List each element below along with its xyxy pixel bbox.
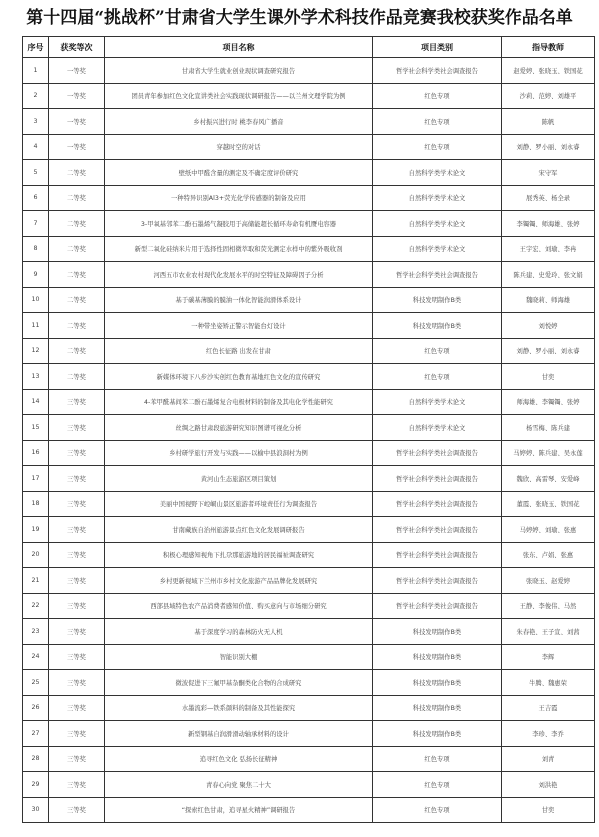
cell-index: 6: [23, 185, 49, 211]
table-row: [23, 109, 595, 135]
cell-index: 3: [23, 109, 49, 135]
cell-project-category: 自然科学类学术论文: [373, 160, 502, 186]
table-row: [23, 287, 595, 313]
cell-advisor: 沙莉、范婷、刘雄平: [502, 83, 595, 109]
table-row: [23, 415, 595, 441]
cell-advisor: 张晓玉、赵爱婷: [502, 568, 595, 594]
cell-award-level: 三等奖: [49, 440, 105, 466]
cell-award-level: 一等奖: [49, 134, 105, 160]
cell-advisor: 陈帆: [502, 109, 595, 135]
table-row: [23, 644, 595, 670]
cell-project-category: 哲学社会科学类社会调查报告: [373, 517, 502, 543]
cell-project-name: 智能识别大棚: [105, 644, 373, 670]
cell-project-category: 哲学社会科学类社会调查报告: [373, 262, 502, 288]
cell-advisor: 张东、卢娟、张惠: [502, 542, 595, 568]
cell-advisor: 刘洪艳: [502, 772, 595, 798]
table-row: [23, 517, 595, 543]
cell-project-name: 河西五市农业农村现代化发展水平的时空特征及障碍因子分析: [105, 262, 373, 288]
cell-project-name: 基于深度学习的森林防火无人机: [105, 619, 373, 645]
cell-advisor: 赵爱婷、张晓玉、铁国花: [502, 58, 595, 84]
cell-project-name: 水墨流彩—铁系颜料的制备及其性能探究: [105, 695, 373, 721]
header-advisor: 指导教师: [502, 37, 595, 58]
cell-advisor: 王吉霞: [502, 695, 595, 721]
cell-index: 28: [23, 746, 49, 772]
cell-award-level: 三等奖: [49, 415, 105, 441]
table-row: [23, 440, 595, 466]
cell-index: 16: [23, 440, 49, 466]
cell-advisor: 展秀英、杨全录: [502, 185, 595, 211]
cell-project-name: 乡村研学旅行开发与实践——以榆中县浪洞村为例: [105, 440, 373, 466]
cell-project-name: 青春心向党 聚焦二十大: [105, 772, 373, 798]
cell-index: 12: [23, 338, 49, 364]
cell-advisor: 宋守军: [502, 160, 595, 186]
cell-project-name: 甘肃省大学生就业创业现状调查研究报告: [105, 58, 373, 84]
table-row: [23, 772, 595, 798]
cell-project-name: 壁纸中甲醛含量的测定及不确定度评价研究: [105, 160, 373, 186]
cell-award-level: 二等奖: [49, 313, 105, 339]
cell-index: 13: [23, 364, 49, 390]
table-row: [23, 619, 595, 645]
cell-advisor: 王宇宏、刘瑜、李冉: [502, 236, 595, 262]
cell-advisor: 王静、李俊伟、马然: [502, 593, 595, 619]
table-row: [23, 236, 595, 262]
table-row: [23, 568, 595, 594]
cell-advisor: 马婷婷、刘瑜、张惠: [502, 517, 595, 543]
table-header-row: [23, 37, 595, 58]
cell-award-level: 三等奖: [49, 619, 105, 645]
table-row: [23, 746, 595, 772]
cell-project-name: 新型钢基自润滑滑动轴承材料的设计: [105, 721, 373, 747]
cell-project-category: 红色专项: [373, 797, 502, 823]
cell-index: 8: [23, 236, 49, 262]
cell-project-category: 自然科学类学术论文: [373, 415, 502, 441]
cell-index: 9: [23, 262, 49, 288]
cell-project-name: 乡村振兴进行时 桃李春风广播音: [105, 109, 373, 135]
table-row: [23, 593, 595, 619]
cell-index: 17: [23, 466, 49, 492]
cell-advisor: 陈兵建、史爱玲、张文娟: [502, 262, 595, 288]
cell-advisor: 李辉: [502, 644, 595, 670]
cell-index: 7: [23, 211, 49, 237]
header-project-name: 项目名称: [105, 37, 373, 58]
cell-project-category: 哲学社会科学类社会调查报告: [373, 593, 502, 619]
cell-award-level: 三等奖: [49, 644, 105, 670]
cell-index: 21: [23, 568, 49, 594]
header-award-level: 获奖等次: [49, 37, 105, 58]
cell-index: 2: [23, 83, 49, 109]
cell-advisor: 杨雪梅、陈兵建: [502, 415, 595, 441]
cell-project-category: 科技发明制作B类: [373, 695, 502, 721]
cell-advisor: 刘青: [502, 746, 595, 772]
table-row: [23, 160, 595, 186]
cell-index: 10: [23, 287, 49, 313]
cell-advisor: 刘悦婷: [502, 313, 595, 339]
cell-index: 29: [23, 772, 49, 798]
cell-award-level: 一等奖: [49, 83, 105, 109]
cell-index: 11: [23, 313, 49, 339]
cell-project-category: 科技发明制作B类: [373, 644, 502, 670]
table-row: [23, 364, 595, 390]
cell-index: 27: [23, 721, 49, 747]
table-row: [23, 58, 595, 84]
cell-advisor: 刘静、罗小丽、刘永睿: [502, 338, 595, 364]
cell-project-name: 穿越时空的对话: [105, 134, 373, 160]
table-row: [23, 338, 595, 364]
cell-advisor: 李珍、李乔: [502, 721, 595, 747]
cell-award-level: 一等奖: [49, 109, 105, 135]
table-row: [23, 185, 595, 211]
cell-award-level: 三等奖: [49, 466, 105, 492]
cell-index: 23: [23, 619, 49, 645]
cell-award-level: 三等奖: [49, 670, 105, 696]
cell-index: 26: [23, 695, 49, 721]
cell-index: 5: [23, 160, 49, 186]
cell-award-level: 二等奖: [49, 364, 105, 390]
cell-index: 30: [23, 797, 49, 823]
table-row: [23, 389, 595, 415]
cell-award-level: 二等奖: [49, 287, 105, 313]
table-row: [23, 491, 595, 517]
cell-award-level: 三等奖: [49, 491, 105, 517]
table-body: [23, 58, 595, 823]
cell-index: 1: [23, 58, 49, 84]
cell-award-level: 二等奖: [49, 236, 105, 262]
cell-award-level: 三等奖: [49, 389, 105, 415]
cell-project-category: 哲学社会科学类社会调查报告: [373, 542, 502, 568]
table-row: [23, 134, 595, 160]
cell-project-category: 科技发明制作B类: [373, 670, 502, 696]
cell-index: 18: [23, 491, 49, 517]
cell-index: 24: [23, 644, 49, 670]
cell-project-category: 哲学社会科学类社会调查报告: [373, 466, 502, 492]
cell-project-name: 一种特异识别Al3+荧光化学传感器的制备及应用: [105, 185, 373, 211]
cell-project-name: 乡村更新视域下兰州市乡村文化旅游产品品牌化发展研究: [105, 568, 373, 594]
table-row: [23, 262, 595, 288]
cell-index: 14: [23, 389, 49, 415]
cell-award-level: 三等奖: [49, 517, 105, 543]
cell-advisor: 马婷婷、陈兵建、吴永莲: [502, 440, 595, 466]
cell-project-name: 西部县域特色农产品消费者感知价值、购买意向与市场细分研究: [105, 593, 373, 619]
table-row: [23, 542, 595, 568]
cell-advisor: 刘静、罗小丽、刘永睿: [502, 134, 595, 160]
cell-index: 20: [23, 542, 49, 568]
table-row: [23, 83, 595, 109]
cell-index: 4: [23, 134, 49, 160]
cell-advisor: 董霞、张晓玉、铁国花: [502, 491, 595, 517]
cell-award-level: 三等奖: [49, 746, 105, 772]
cell-award-level: 三等奖: [49, 721, 105, 747]
cell-award-level: 二等奖: [49, 211, 105, 237]
cell-project-category: 红色专项: [373, 746, 502, 772]
cell-award-level: 三等奖: [49, 797, 105, 823]
cell-advisor: 甘奕: [502, 364, 595, 390]
cell-project-name: 团员青年参加红色文化宣讲类社会实践现状调研报告——以兰州文理学院为例: [105, 83, 373, 109]
cell-advisor: 朱春艳、王子宣、刘茜: [502, 619, 595, 645]
cell-project-category: 科技发明制作B类: [373, 313, 502, 339]
table-row: [23, 721, 595, 747]
cell-project-category: 红色专项: [373, 134, 502, 160]
table-row: [23, 211, 595, 237]
header-index: 序号: [23, 37, 49, 58]
cell-award-level: 二等奖: [49, 185, 105, 211]
cell-advisor: 牛腾、魏惠荣: [502, 670, 595, 696]
cell-project-name: 积极心理感知视角下扎尕那旅游地的居民福祉调查研究: [105, 542, 373, 568]
cell-project-name: 美丽中国视野下崆峒山景区旅游者环境责任行为调查报告: [105, 491, 373, 517]
cell-award-level: 三等奖: [49, 772, 105, 798]
cell-index: 19: [23, 517, 49, 543]
header-project-category: 项目类别: [373, 37, 502, 58]
cell-award-level: 三等奖: [49, 568, 105, 594]
cell-project-name: 新媒体环境下八步沙实创红色教育基地红色文化的宣传研究: [105, 364, 373, 390]
cell-project-category: 哲学社会科学类社会调查报告: [373, 568, 502, 594]
cell-award-level: 三等奖: [49, 695, 105, 721]
cell-award-level: 三等奖: [49, 593, 105, 619]
cell-award-level: 二等奖: [49, 262, 105, 288]
cell-advisor: 师海雄、李镯镯、张婷: [502, 389, 595, 415]
cell-award-level: 二等奖: [49, 160, 105, 186]
cell-advisor: 甘奕: [502, 797, 595, 823]
table-row: [23, 797, 595, 823]
cell-project-category: 红色专项: [373, 338, 502, 364]
table-row: [23, 670, 595, 696]
cell-project-category: 科技发明制作B类: [373, 721, 502, 747]
cell-award-level: 一等奖: [49, 58, 105, 84]
cell-project-name: 追寻红色文化 弘扬长征精神: [105, 746, 373, 772]
cell-index: 25: [23, 670, 49, 696]
cell-project-category: 自然科学类学术论文: [373, 185, 502, 211]
page-title: 第十四届“挑战杯”甘肃省大学生课外学术科技作品竞赛我校获奖作品名单: [26, 8, 573, 28]
cell-advisor: 李镯镯、师海雄、张婷: [502, 211, 595, 237]
cell-project-name: 基于碳基薄膜的膜油一体化智能润滑体系设计: [105, 287, 373, 313]
cell-advisor: 魏晓莉、师海雄: [502, 287, 595, 313]
cell-award-level: 二等奖: [49, 338, 105, 364]
cell-award-level: 三等奖: [49, 542, 105, 568]
cell-project-category: 哲学社会科学类社会调查报告: [373, 58, 502, 84]
cell-project-name: 黄河山生态旅游区项目策划: [105, 466, 373, 492]
cell-project-name: 甘南藏族自治州旅游景点红色文化发展调研报告: [105, 517, 373, 543]
cell-advisor: 魏欣、高雷琴、安爱峰: [502, 466, 595, 492]
cell-project-name: 新型二氧化硅纳米片用于选择性固相微萃取和荧光测定水样中的紫外吸收剂: [105, 236, 373, 262]
cell-project-category: 自然科学类学术论文: [373, 389, 502, 415]
cell-project-category: 红色专项: [373, 364, 502, 390]
cell-project-name: 丝绸之路甘肃段旅游研究知识图谱可视化分析: [105, 415, 373, 441]
cell-project-category: 哲学社会科学类社会调查报告: [373, 491, 502, 517]
table-row: [23, 466, 595, 492]
cell-project-category: 自然科学类学术论文: [373, 211, 502, 237]
cell-project-name: 微波促进下三氟甲基杂酮类化合物的合成研究: [105, 670, 373, 696]
cell-project-category: 红色专项: [373, 772, 502, 798]
cell-project-category: 科技发明制作B类: [373, 287, 502, 313]
cell-project-name: 一种带坐姿矫正警示智能台灯设计: [105, 313, 373, 339]
cell-project-category: 科技发明制作B类: [373, 619, 502, 645]
cell-project-name: 3-甲氧基邻苯二酚石墨烯气凝胶用于高储能超长循环寿命有机赝电容器: [105, 211, 373, 237]
cell-project-category: 红色专项: [373, 83, 502, 109]
cell-project-category: 自然科学类学术论文: [373, 236, 502, 262]
cell-project-name: 红色长征路 出发在甘肃: [105, 338, 373, 364]
cell-index: 22: [23, 593, 49, 619]
cell-project-name: 4-苯甲酰基间苯二酚石墨烯复合电极材料的制备及其电化学性能研究: [105, 389, 373, 415]
table-row: [23, 695, 595, 721]
cell-project-category: 哲学社会科学类社会调查报告: [373, 440, 502, 466]
cell-index: 15: [23, 415, 49, 441]
award-table: [22, 36, 595, 823]
table-row: [23, 313, 595, 339]
cell-project-category: 红色专项: [373, 109, 502, 135]
cell-project-name: “探索红色甘肃，追寻星火精神”调研报告: [105, 797, 373, 823]
